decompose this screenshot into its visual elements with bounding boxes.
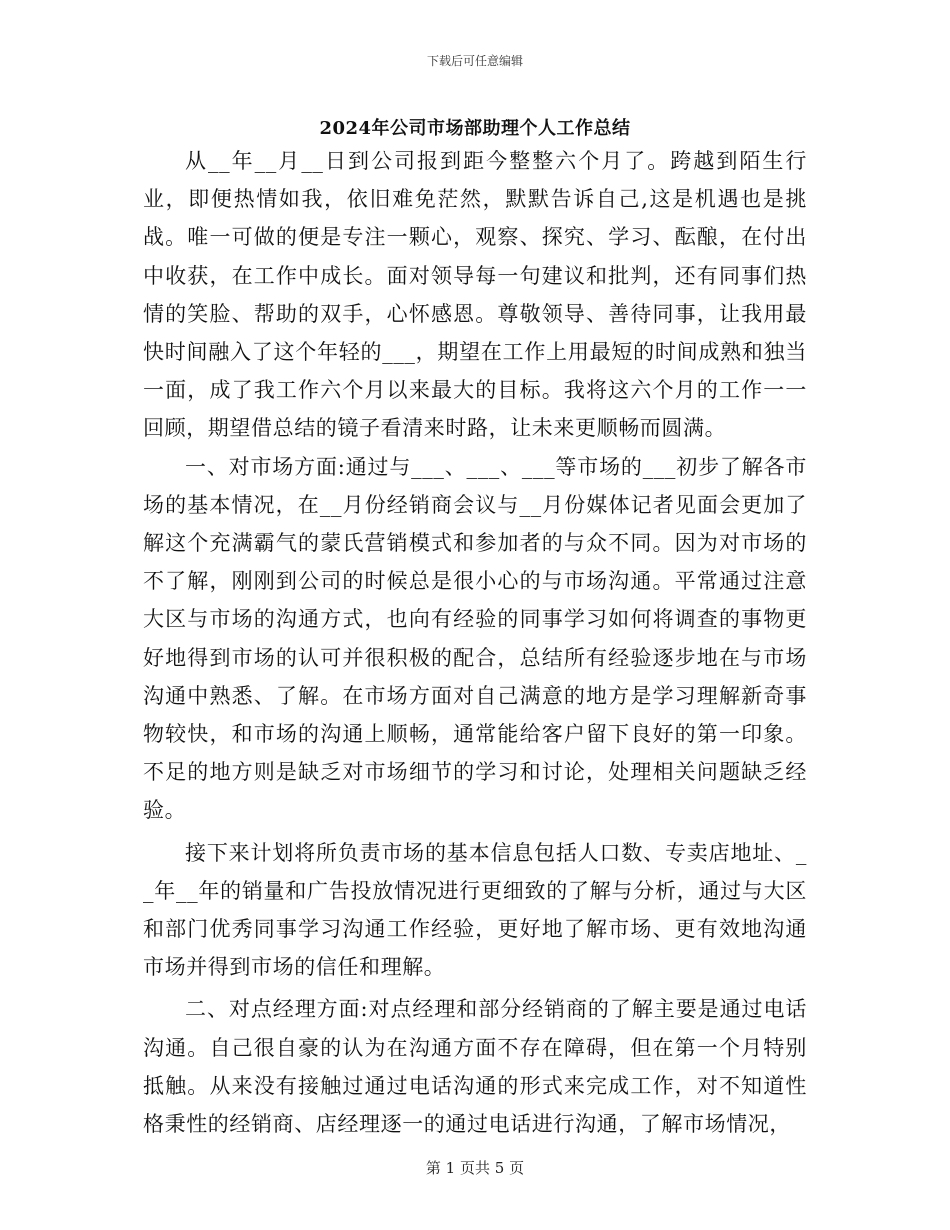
paragraph-plan: 接下来计划将所负责市场的基本信息包括人口数、专卖店地址、__年__年的销量和广告投放情况进行更细致的了解与分析，通过与大区和部门优秀同事学习沟通工作经验，更好地了解市场、更有效地沟通市场并得到市场的信任和理解。 — [143, 840, 807, 980]
page-number: 第 1 页共 5 页 — [425, 1159, 525, 1177]
document-body — [143, 142, 807, 1143]
document-title: 2024年公司市场部助理个人工作总结 — [319, 118, 631, 139]
header-note: 下载后可任意编辑 — [426, 54, 523, 68]
paragraph-intro: 从__年__月__日到公司报到距今整整六个月了。跨越到陌生行业，即便热情如我，依旧难免茫然，默默告诉自己,这是机遇也是挑战。唯一可做的便是专注一颗心，观察、探究、学习、酝酿，在付出中收获，在工作中成长。面对领导每一句建议和批判，还有同事们热情的笑脸、帮助的双手，心怀感恩。尊敬领导、善待同事，让我用最快时间融入了这个年轻的___，期望在工作上用最短的时间成熟和独当一面，成了我工作六个月以来最大的目标。我将这六个月的工作一一回顾，期望借总结的镜子看清来时路，让未来更顺畅而圆满。 — [143, 149, 807, 441]
paragraph-market: 一、对市场方面:通过与___、___、___等市场的___初步了解各市场的基本情况，在__月份经销商会议与__月份媒体记者见面会更加了解这个充满霸气的蒙氏营销模式和参加者的与众不同。因为对市场的不了解，刚刚到公司的时候总是很小心的与市场沟通。平常通过注意大区与市场的沟通方式，也向有经验的同事学习如何将调查的事物更好地得到市场的认可并很积极的配合，总结所有经验逐步地在与市场沟通中熟悉、了解。在市场方面对自己满意的地方是学习理解新奇事物较快，和市场的沟通上顺畅，通常能给客户留下良好的第一印象。不足的地方则是缺乏对市场细节的学习和讨论，处理相关问题缺乏经验。 — [143, 454, 807, 823]
paragraph-managers: 二、对点经理方面:对点经理和部分经销商的了解主要是通过电话沟通。自己很自豪的认为在沟通方面不存在障碍，但在第一个月特别抵触。从来没有接触过通过电话沟通的形式来完成工作，对不知道性格秉性的经销商、店经理逐一的通过电话进行沟通，了解市场情况， — [143, 997, 807, 1137]
